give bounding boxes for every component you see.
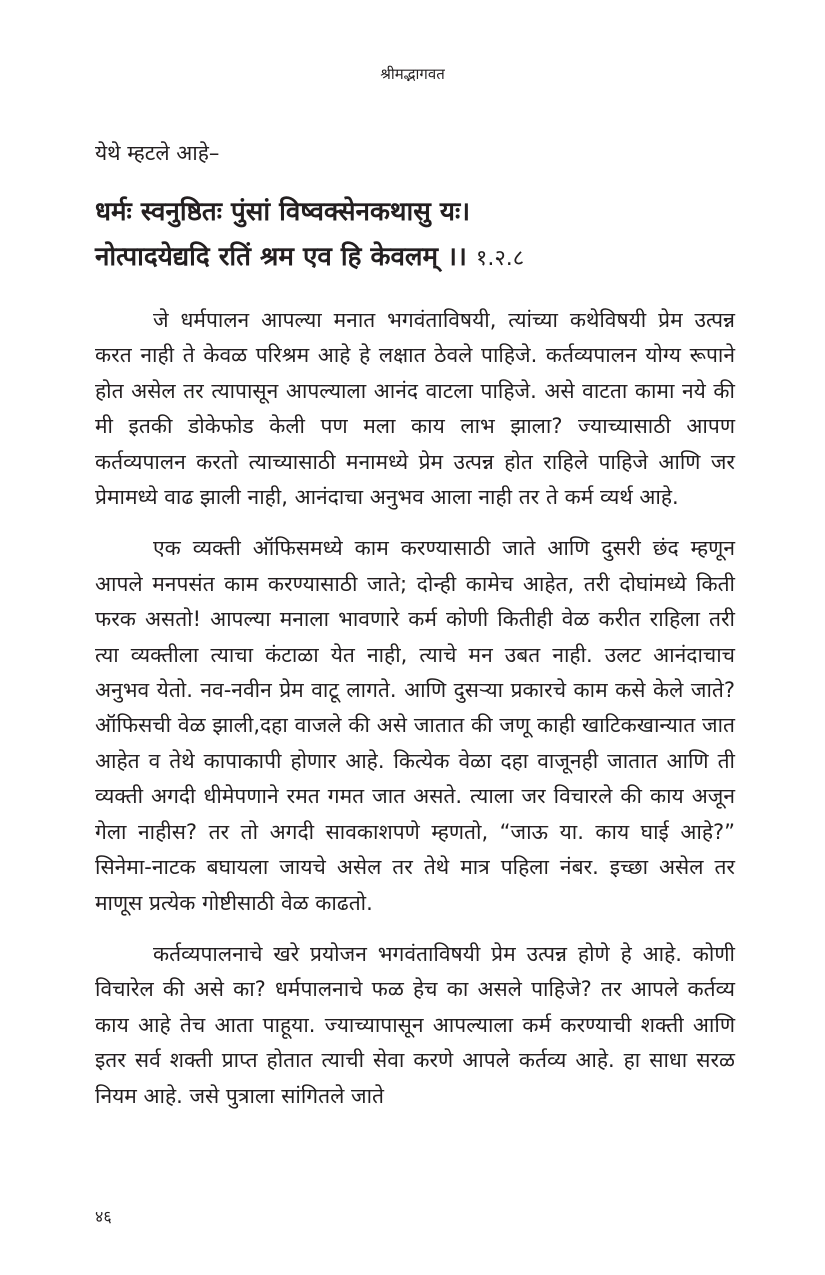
verse-line-2 xyxy=(95,235,735,281)
page-number: ४६ xyxy=(95,1207,112,1226)
paragraph-2: एक व्यक्ती ऑफिसमध्ये काम करण्यासाठी जाते आणि दुसरी छंद म्हणून आपले मनपसंत काम करण्यासाठी जाते; दोन्ही कामेच आहेत, तरी दोघांमध्ये किती फरक असतो! आपल्या मनाला भावणारे कर्म कोणी कितीही वेळ करीत राहिला तरी त्या व्यक्तीला त्याचा कंटाळा येत नाही, त्याचे मन उबत नाही. उलट आनंदाचाच अनुभव येतो. नव-नवीन प्रेम वाटू लागते. आणि दुसऱ्या प्रकारचे काम कसे केले जाते? ऑफिसची वेळ झाली,दहा वाजले की असे जातात की जणू काही खाटिकखान्यात जात आहेत व तेथे कापाकापी होणार आहे. कित्येक वेळा दहा वाजूनही जातात आणि ती व्यक्ती अगदी धीमेपणाने रमत गमत जात असते. त्याला जर विचारले की काय अजून गेला नाहीस? तर तो अगदी सावकाशपणे म्हणतो, “जाऊ या. काय घाई आहे?” सिनेमा-नाटक बघायला जायचे असेल तर तेथे मात्र पहिला नंबर. इच्छा असेल तर माणूस प्रत्येक गोष्टीसाठी वेळ काढतो. xyxy=(95,536,735,915)
verse-line-2-text: नोत्पादयेद्यदि रतिं श्रम एव हि केवलम् ।। xyxy=(95,242,467,272)
sanskrit-verse xyxy=(95,190,735,281)
paragraph-1: जे धर्मपालन आपल्या मनात भगवंताविषयी, त्यांच्या कथेविषयी प्रेम उत्पन्न करत नाही ते केवळ परिश्रम आहे हे लक्षात ठेवले पाहिजे. कर्तव्यपालन योग्य रूपाने होत असेल तर त्यापासून आपल्याला आनंद वाटला पाहिजे. असे वाटता कामा नये की मी इतकी डोकेफोड केली पण मला काय लाभ झाला? ज्याच्यासाठी आपण कर्तव्यपालन करतो त्याच्यासाठी मनामध्ये प्रेम उत्पन्न होत राहिले पाहिजे आणि जर प्रेमामध्ये वाढ झाली नाही, आनंदाचा अनुभव आला नाही तर ते कर्म व्यर्थ आहे. xyxy=(95,308,735,510)
paragraph-3: कर्तव्यपालनाचे खरे प्रयोजन भगवंताविषयी प्रेम उत्पन्न होणे हे आहे. कोणी विचारेल की असे का? धर्मपालनाचे फळ हेच का असले पाहिजे? तर आपले कर्तव्य काय आहे तेच आता पाहूया. ज्याच्यापासून आपल्याला कर्म करण्याची शक्ती आणि इतर सर्व शक्ती प्राप्त होतात त्याची सेवा करणे आपले कर्तव्य आहे. हा साधा सरळ नियम आहे. जसे पुत्राला सांगितले जाते xyxy=(95,941,735,1108)
verse-reference: १.२.८ xyxy=(475,246,525,271)
intro-line: येथे म्हटले आहे– xyxy=(95,141,220,165)
verse-line-1: धर्मः स्वनुष्ठितः पुंसां विष्वक्सेनकथासु यः। xyxy=(95,197,471,227)
running-head: श्रीमद्भागवत xyxy=(380,65,445,83)
text-body xyxy=(95,138,735,1130)
